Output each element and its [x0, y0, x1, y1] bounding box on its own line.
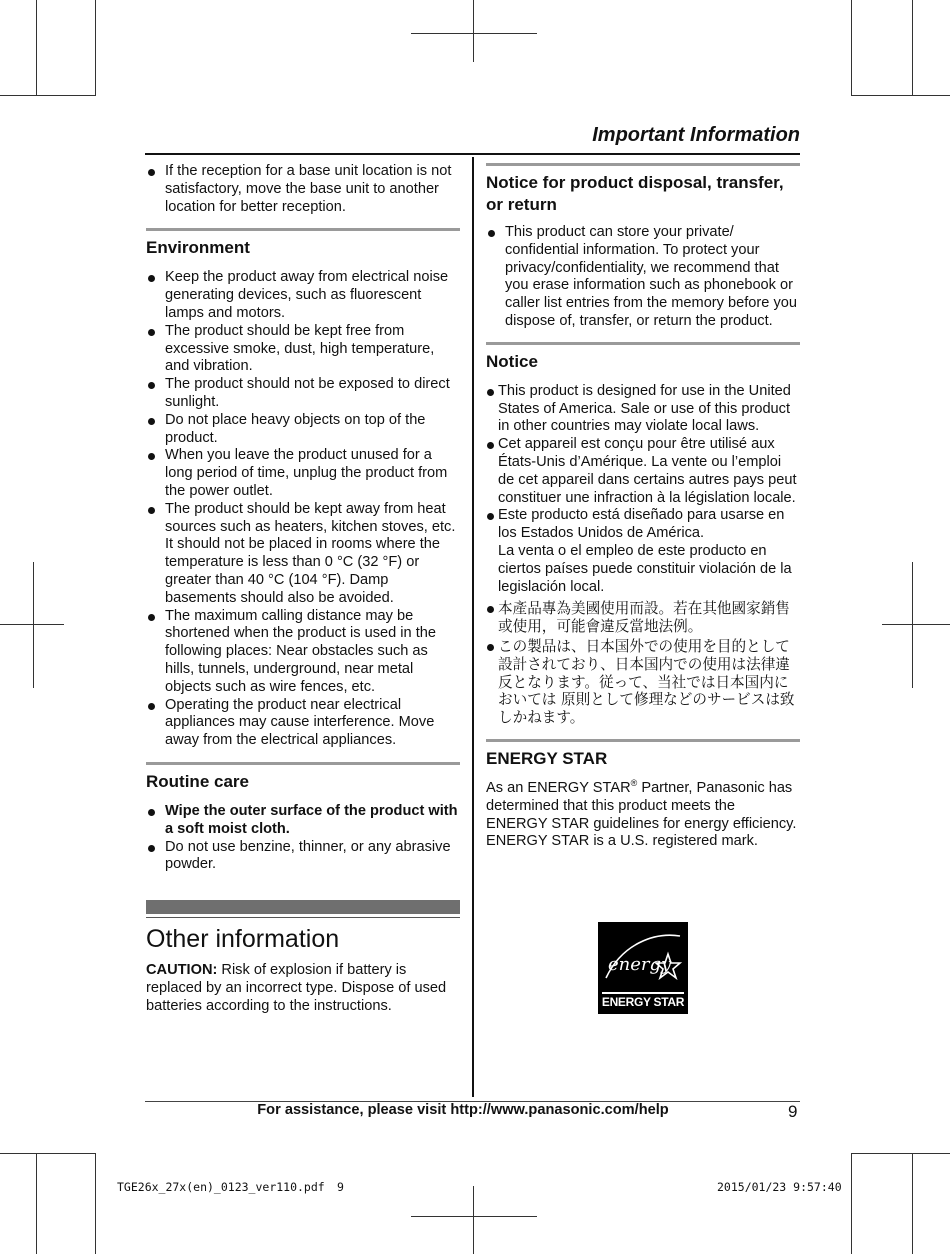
section-rule — [486, 342, 800, 345]
section-title-routine-care: Routine care — [146, 771, 249, 791]
energy-star-emblem — [602, 926, 684, 994]
routine-care-list — [146, 803, 460, 874]
print-file-name: TGE26x_27x(en)_0123_ver110.pdf — [117, 1180, 325, 1194]
energy-star-text-2: Partner, Panasonic has determined that this product meets the ENERGY STAR guidelines for energy efficiency. ENERGY STAR is a U.S. registered mark. — [486, 779, 797, 850]
list-item: When you leave the product unused for a long period of time, unplug the product from the power outlet. — [146, 447, 460, 500]
list-item: The product should be kept away from heat sources such as heaters, kitchen stoves, etc. It should not be placed in rooms where the temperature is less than 0 °C (32 °F) or greater than 40 °C (104 °F). Damp basements should also be avoided. — [146, 501, 460, 608]
notice-item-fr: Cet appareil est conçu pour être utilisé aux États-Unis d’Amérique. La vente ou l’emploi de cet appareil dans certains autres pays peut constituer une infraction à la législation locale. — [486, 436, 800, 507]
section-title-disposal: Notice for product disposal, transfer, or return — [486, 173, 784, 214]
crop-mark — [851, 1153, 950, 1154]
crop-mark — [473, 0, 474, 62]
crop-mark — [912, 1153, 913, 1254]
list-item: Operating the product near electrical appliances may cause interference. Move away from the electrical appliances. — [146, 697, 460, 750]
page-number: 9 — [788, 1102, 798, 1121]
crop-mark — [411, 1216, 537, 1217]
crop-mark — [0, 624, 64, 625]
crop-mark — [851, 0, 852, 96]
list-item: Wipe the outer surface of the product with a soft moist cloth. — [146, 803, 460, 839]
crop-mark — [851, 95, 950, 96]
list-item: Keep the product away from electrical noise generating devices, such as fluorescent lamps and motors. — [146, 269, 460, 322]
crop-mark — [33, 562, 34, 688]
crop-mark — [0, 95, 96, 96]
list-item: The product should not be exposed to direct sunlight. — [146, 376, 460, 412]
column-divider — [472, 157, 474, 1097]
chapter-title: Other information — [146, 925, 340, 954]
list-item: Do not use benzine, thinner, or any abrasive powder. — [146, 839, 460, 875]
left-column — [146, 163, 460, 1015]
section-rule — [146, 228, 460, 231]
notice-item-ja: この製品は、日本国外での使用を目的として設計されており、日本国内での使用は法律違反となります。従って、当社では日本国内においては 原則として修理などのサービスは致しかねます。 — [486, 638, 800, 727]
chapter-rule — [146, 917, 460, 918]
list-item: The maximum calling distance may be shortened when the product is used in the following places: Near obstacles such as hills, tunnels, underground, near metal objects such as wire fences, etc. — [146, 608, 460, 697]
crop-mark — [411, 33, 537, 34]
print-page-number: 9 — [337, 1180, 344, 1194]
right-column — [486, 163, 800, 851]
caution-paragraph — [146, 962, 460, 1015]
footer-assistance: For assistance, please visit http://www.panasonic.com/help — [257, 1102, 669, 1118]
crop-mark — [912, 562, 913, 688]
crop-mark — [95, 1153, 96, 1254]
notice-item-zh: 本產品專為美國使用而設。若在其他國家銷售或使用，可能會違反當地法例。 — [486, 600, 800, 636]
notice-item-en: This product is designed for use in the United States of America. Sale or use of this product in other countries may violate local laws. — [486, 383, 800, 436]
energy-star-caption: ENERGY STAR — [601, 995, 685, 1009]
environment-list — [146, 269, 460, 750]
notice-item-es: Este producto está diseñado para usarse en los Estados Unidos de América. — [486, 507, 800, 543]
list-item: Do not place heavy objects on top of the product. — [146, 412, 460, 448]
section-rule — [486, 739, 800, 742]
energy-star-logo — [598, 922, 688, 1014]
registered-mark: ® — [630, 778, 638, 789]
energy-star-paragraph — [486, 780, 800, 851]
energy-script-text: energy — [608, 954, 672, 975]
crop-mark — [36, 0, 37, 96]
section-title-energy-star: ENERGY STAR — [486, 748, 608, 768]
crop-mark — [0, 1153, 96, 1154]
section-title-environment: Environment — [146, 238, 250, 258]
print-datetime: 2015/01/23 9:57:40 — [717, 1180, 842, 1194]
chapter-bar — [146, 900, 460, 914]
disposal-list — [486, 224, 800, 331]
intro-list — [146, 163, 460, 216]
notice-list — [486, 383, 800, 543]
header-rule — [145, 153, 800, 155]
crop-mark — [912, 0, 913, 96]
crop-mark — [95, 0, 96, 96]
caution-text: Risk of explosion if battery is replaced by an incorrect type. Dispose of used batteries according to the instructions. — [146, 962, 447, 1014]
energy-star-icon — [602, 926, 684, 992]
list-item: If the reception for a base unit location is not satisfactory, move the base unit to another location for better reception. — [146, 163, 460, 216]
page-header-title: Important Information — [592, 124, 800, 146]
crop-mark — [851, 1153, 852, 1254]
crop-mark — [36, 1153, 37, 1254]
caution-label: CAUTION: — [146, 962, 218, 979]
energy-star-text-1: As an ENERGY STAR — [486, 779, 631, 796]
crop-mark — [473, 1186, 474, 1254]
crop-mark — [882, 624, 950, 625]
section-rule — [146, 762, 460, 765]
list-item: The product should be kept free from excessive smoke, dust, high temperature, and vibration. — [146, 323, 460, 376]
list-item: This product can store your private/ confidential information. To protect your privacy/confidentiality, we recommend that you erase information such as phonebook or caller list entries from the memory before you dispose of, transfer, or return the product. — [486, 224, 800, 331]
notice-item-es-continued: La venta o el empleo de este producto en ciertos países puede constituir violación de la legislación local. — [498, 542, 792, 595]
section-title-notice: Notice — [486, 351, 538, 371]
notice-list-cjk — [486, 600, 800, 727]
section-rule — [486, 163, 800, 166]
